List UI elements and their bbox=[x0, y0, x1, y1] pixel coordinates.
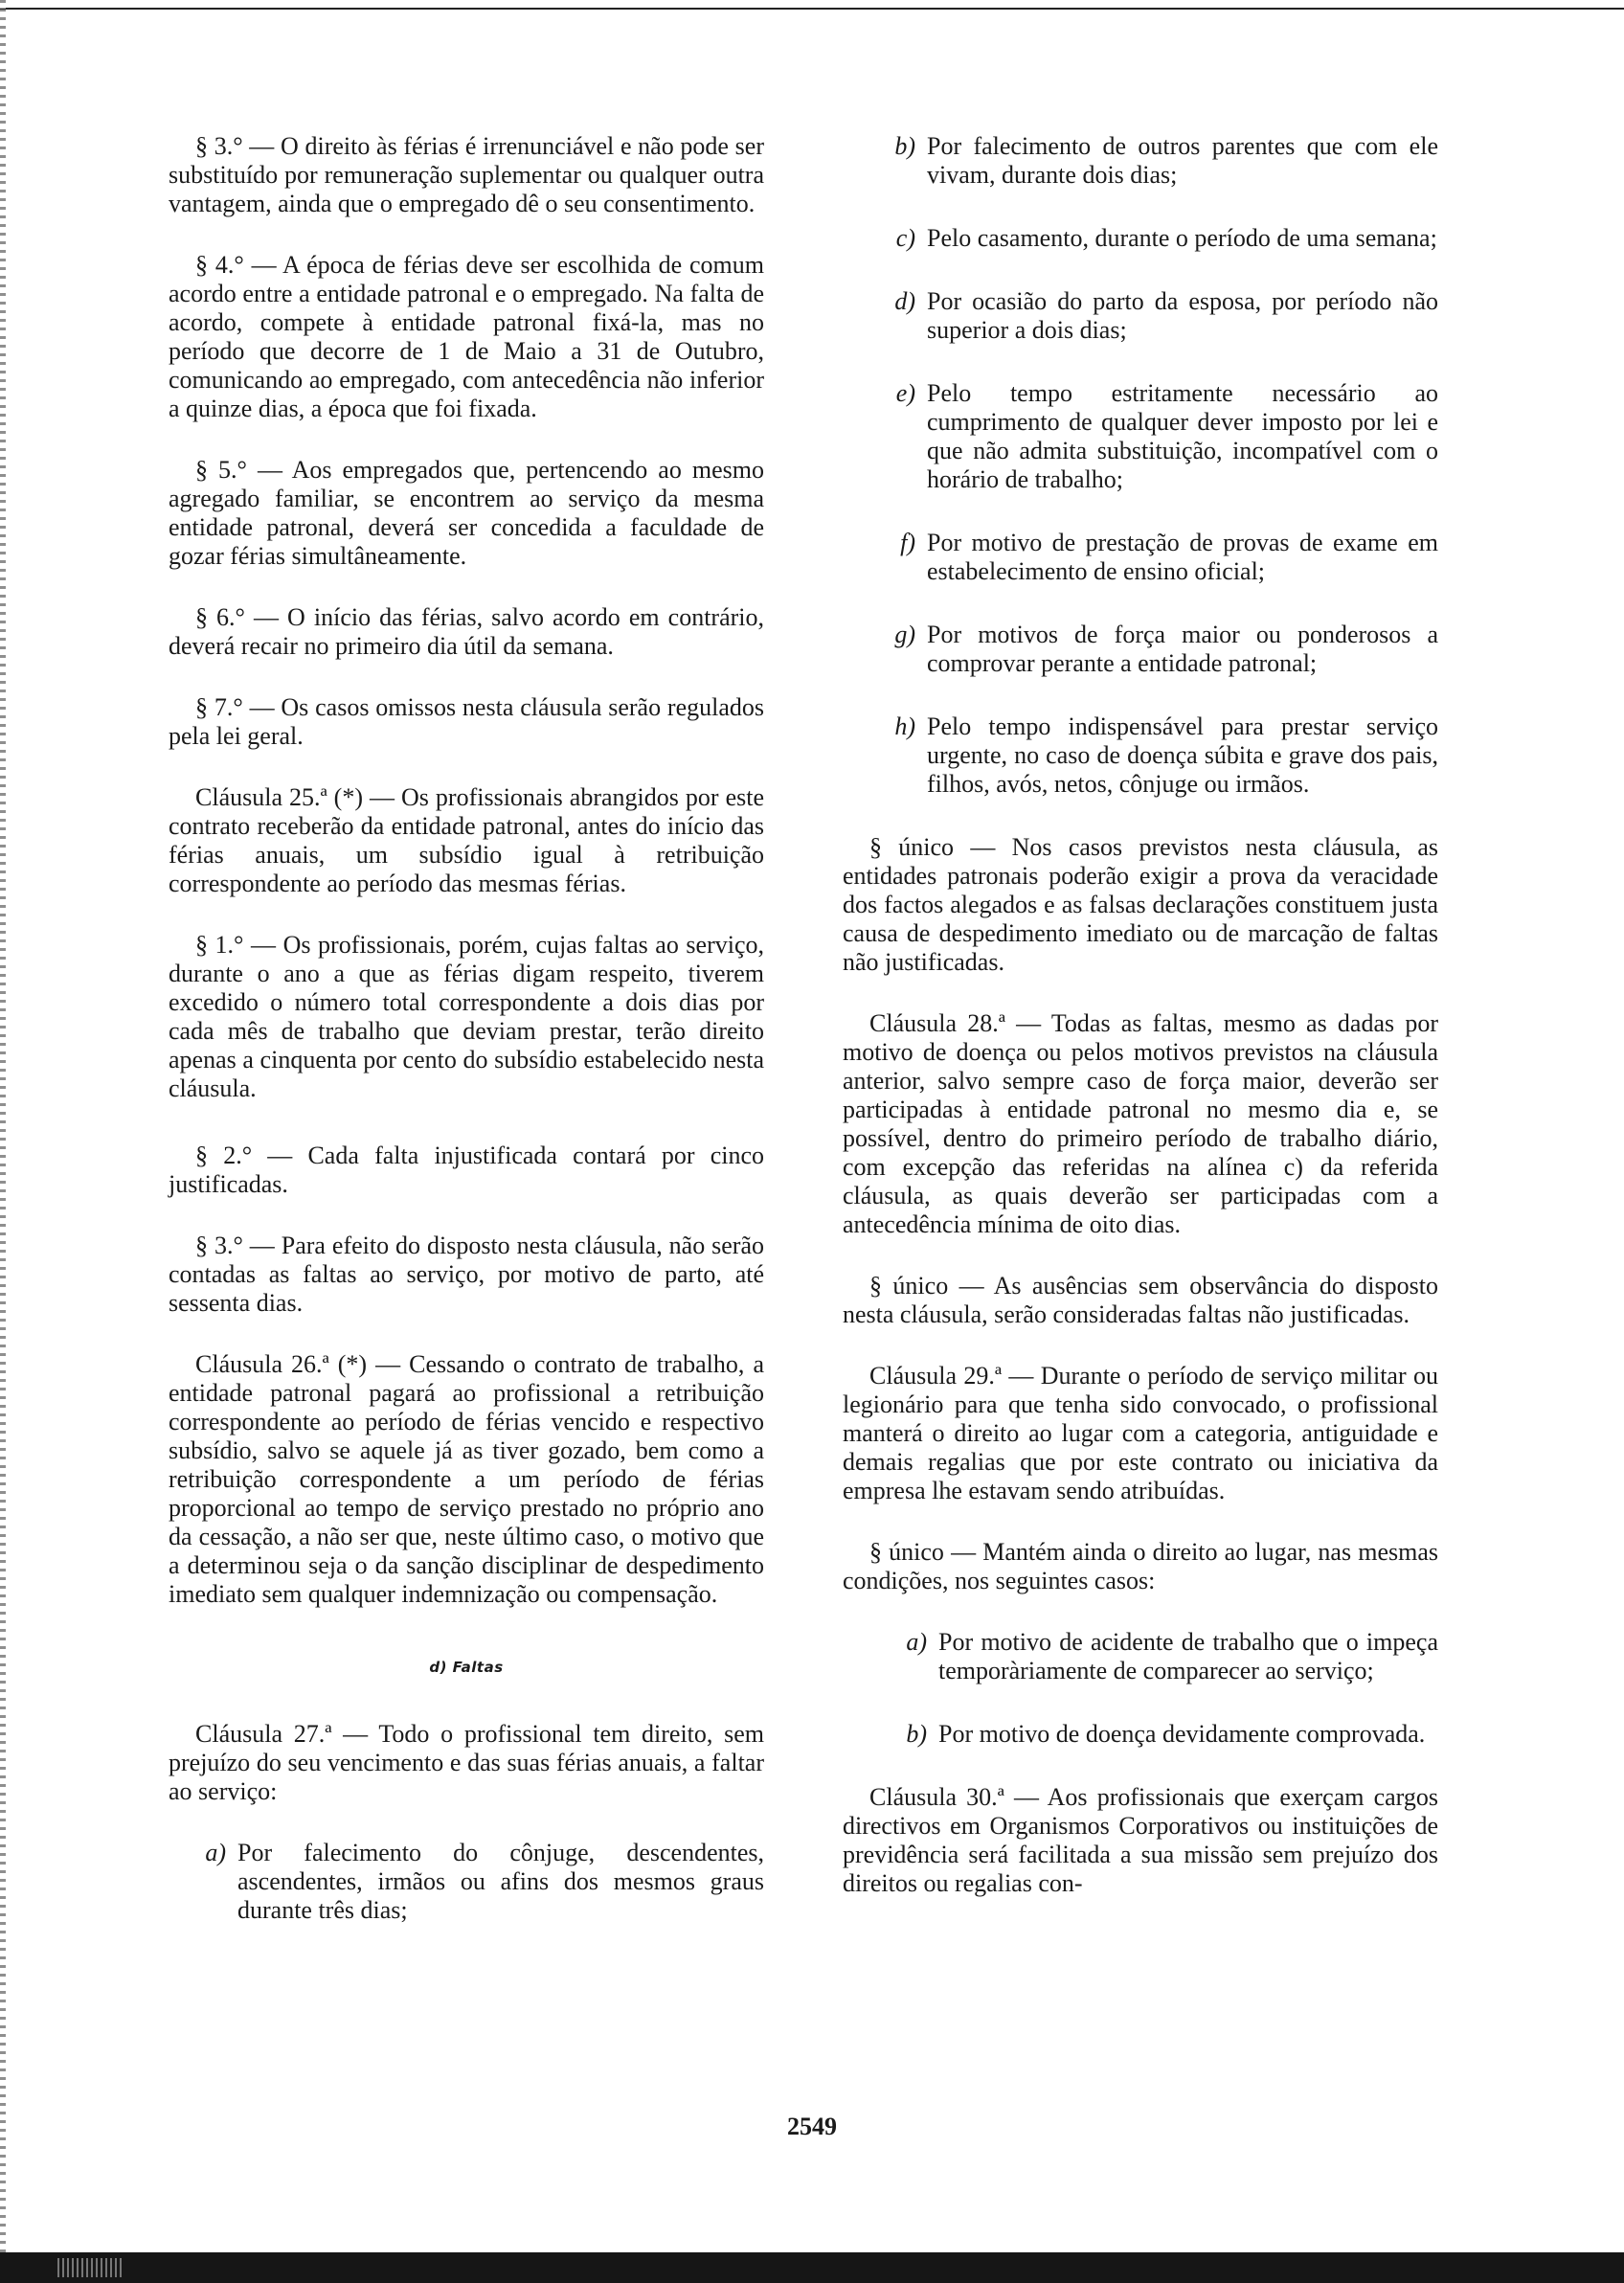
list-item bbox=[843, 379, 1438, 494]
paragraph: § único — Mantém ainda o direito ao lugar, nas mesmas condições, nos seguintes casos: bbox=[843, 1538, 1438, 1594]
item-text: Pelo tempo estritamente necessário ao cumprimento de qualquer dever imposto por lei e que não admita substituição, incompatível com o horário de trabalho; bbox=[927, 379, 1438, 493]
paragraph: Cláusula 27.ª — Todo o profissional tem direito, sem prejuízo do seu vencimento e das suas férias anuais, a faltar ao serviço: bbox=[169, 1720, 764, 1805]
item-label: g) bbox=[894, 621, 915, 648]
item-text: Por ocasião do parto da esposa, por período não superior a dois dias; bbox=[927, 287, 1438, 344]
right-column bbox=[843, 132, 1438, 1898]
paragraph: § 1.° — Os profissionais, porém, cujas faltas ao serviço, durante o ano a que as férias digam respeito, tiverem excedido o número total correspondente a dois dias por cada mês de trabalho que deviam prestar, terão direito apenas a cinquenta por cento do subsídio estabelecido nesta cláusula. bbox=[169, 931, 764, 1102]
item-label: c) bbox=[895, 224, 915, 252]
paragraph: Cláusula 30.ª — Aos profissionais que exerçam cargos directivos em Organismos Corporativos ou instituições de previdência será facilitada a sua missão sem prejuízo dos direitos ou regalias con- bbox=[843, 1783, 1438, 1897]
item-label: e) bbox=[895, 379, 915, 407]
item-text: Pelo tempo indispensável para prestar serviço urgente, no caso de doença súbita e grave dos pais, filhos, avós, netos, cônjuge ou irmãos. bbox=[927, 712, 1438, 798]
paragraph: § único — Nos casos previstos nesta cláusula, as entidades patronais poderão exigir a prova da veracidade dos factos alegados e as falsas declarações constituem justa causa de despedimento imediato ou de marcação de faltas não justificadas. bbox=[843, 833, 1438, 976]
paragraph: Cláusula 25.ª (*) — Os profissionais abrangidos por este contrato receberão da entidade patronal, antes do início das férias anuais, um subsídio igual à retribuição correspondente ao período das mesmas férias. bbox=[169, 783, 764, 897]
item-label: h) bbox=[894, 712, 915, 740]
paragraph: § 4.° — A época de férias deve ser escolhida de comum acordo entre a entidade patronal e o empregado. Na falta de acordo, compete à entidade patronal fixá-la, mas no período que decorre de 1 de Maio a 31 de Outubro, comunicando ao empregado, com antecedência não inferior a quinze dias, a época que foi fixada. bbox=[169, 251, 764, 422]
scan-noise bbox=[57, 2258, 124, 2277]
item-text: Pelo casamento, durante o período de uma semana; bbox=[927, 224, 1437, 252]
item-text: Por falecimento do cônjuge, descendentes, ascendentes, irmãos ou afins dos mesmos graus durante três dias; bbox=[237, 1839, 764, 1924]
item-label: b) bbox=[894, 132, 915, 160]
list-item bbox=[843, 621, 1438, 678]
left-column bbox=[169, 132, 764, 1959]
list-item bbox=[843, 1628, 1438, 1685]
item-text: Por motivos de força maior ou ponderosos a comprovar perante a entidade patronal; bbox=[927, 621, 1438, 677]
paragraph: § 6.° — O início das férias, salvo acordo em contrário, deverá recair no primeiro dia útil da semana. bbox=[169, 603, 764, 660]
item-text: Por falecimento de outros parentes que com ele vivam, durante dois dias; bbox=[927, 132, 1438, 189]
scan-edge bbox=[0, 0, 6, 2283]
list-item bbox=[843, 712, 1438, 799]
paragraph: Cláusula 29.ª — Durante o período de serviço militar ou legionário para que tenha sido convocado, o profissional manterá o direito ao lugar com a categoria, antiguidade e demais regalias que por este contrato ou iniciativa da empresa lhe estavam sendo atribuídas. bbox=[843, 1362, 1438, 1504]
item-text: Por motivo de prestação de provas de exame em estabelecimento de ensino oficial; bbox=[927, 529, 1438, 585]
list-item bbox=[843, 224, 1438, 253]
scan-bottom-band bbox=[0, 2252, 1624, 2283]
paragraph: Cláusula 26.ª (*) — Cessando o contrato de trabalho, a entidade patronal pagará ao profissional a retribuição correspondente ao período de férias vencido e respectivo subsídio, salvo se aquele já as tiver gozado, bem como a retribuição correspondente a um período de férias proporcional ao tempo de serviço prestado no próprio ano da cessação, a não ser que, neste último caso, o motivo que a determinou seja o da sanção disciplinar de despedimento imediato sem qualquer indemnização ou compensação. bbox=[169, 1350, 764, 1608]
item-label: f) bbox=[900, 529, 915, 556]
paragraph: § 5.° — Aos empregados que, pertencendo ao mesmo agregado familiar, se encontrem ao serviço da mesma entidade patronal, deverá ser concedida a faculdade de gozar férias simultâneamente. bbox=[169, 456, 764, 570]
paragraph: § 3.° — Para efeito do disposto nesta cláusula, não serão contadas as faltas ao serviço, por motivo de parto, até sessenta dias. bbox=[169, 1232, 764, 1317]
item-label: a) bbox=[205, 1839, 226, 1866]
item-label: a) bbox=[906, 1628, 927, 1656]
paragraph: § 2.° — Cada falta injustificada contará por cinco justificadas. bbox=[169, 1142, 764, 1198]
paragraph: Cláusula 28.ª — Todas as faltas, mesmo as dadas por motivo de doença ou pelos motivos previstos na cláusula anterior, salvo sempre caso de força maior, deverão ser participadas à entidade patronal no mesmo dia e, se possível, dentro do primeiro período de trabalho diário, com excepção das referidas na alínea c) da referida cláusula, as quais deverão ser participadas com a antecedência mínima de oito dias. bbox=[843, 1009, 1438, 1238]
section-heading: d) Faltas bbox=[429, 1659, 504, 1676]
page-number: 2549 bbox=[787, 2113, 837, 2140]
list-item bbox=[843, 132, 1438, 190]
item-label: b) bbox=[906, 1720, 927, 1748]
paragraph: § único — As ausências sem observância do disposto nesta cláusula, serão consideradas faltas não justificadas. bbox=[843, 1272, 1438, 1328]
list-item bbox=[843, 1720, 1438, 1749]
paragraph: § 3.° — O direito às férias é irrenunciável e não pode ser substituído por remuneração suplementar ou qualquer outra vantagem, ainda que o empregado dê o seu consentimento. bbox=[169, 132, 764, 217]
list-item bbox=[843, 287, 1438, 345]
list-item bbox=[169, 1839, 764, 1925]
item-text: Por motivo de doença devidamente comprovada. bbox=[938, 1720, 1426, 1748]
top-rule bbox=[0, 8, 1624, 10]
paragraph: § 7.° — Os casos omissos nesta cláusula serão regulados pela lei geral. bbox=[169, 693, 764, 750]
item-text: Por motivo de acidente de trabalho que o impeça temporàriamente de comparecer ao serviço; bbox=[938, 1628, 1438, 1684]
item-label: d) bbox=[894, 287, 915, 315]
list-item bbox=[843, 529, 1438, 586]
